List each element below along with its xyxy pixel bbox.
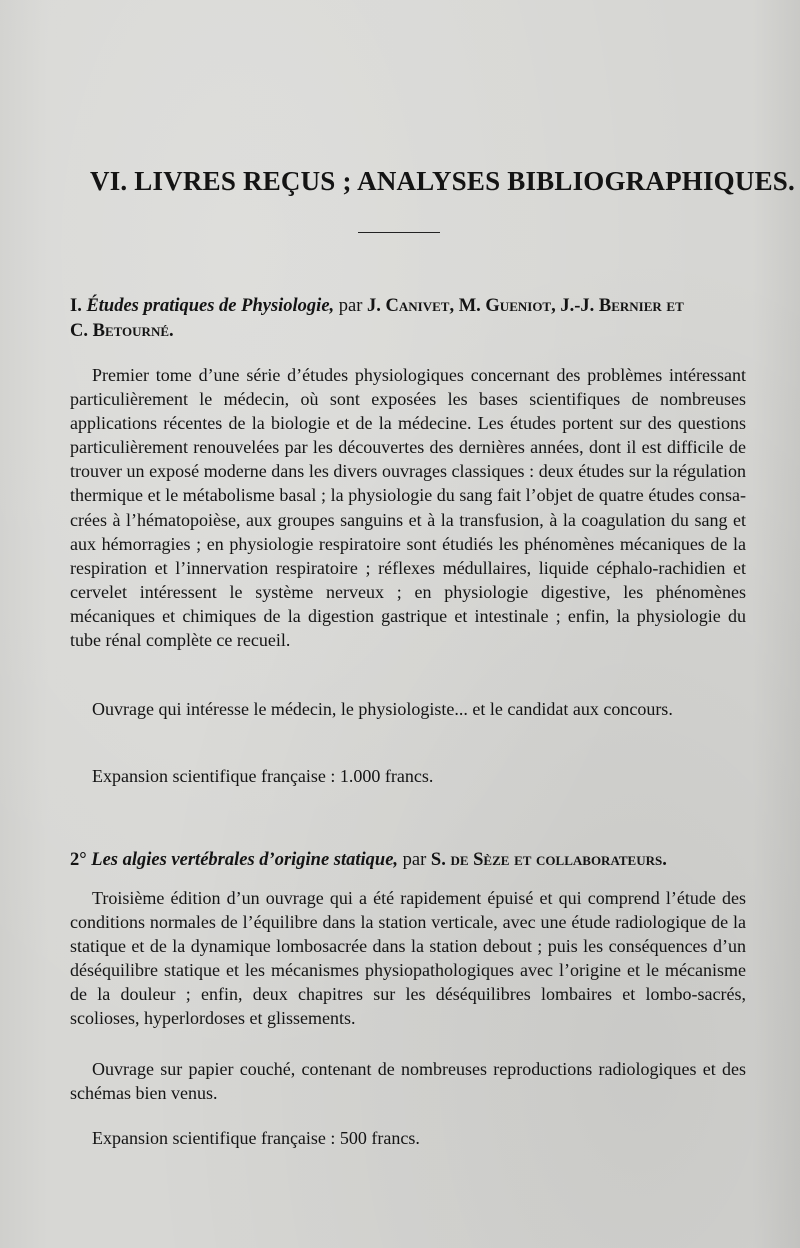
section-heading: VI. LIVRES REÇUS ; ANALYSES BIBLIOGRAPHIQUES. xyxy=(90,166,795,196)
entry-1-work-title: Études pratiques de Physiologie, xyxy=(86,296,335,316)
entry-2-paragraph-1: Troisième édition d’un ouvrage qui a été rapidement épuisé et qui comprend l’étude des conditions normales de l’équilibre dans la station verticale, avec une étude radiologique de la statique et de la dynamique lombosacrée dans la station debout ; puis les conséquences d’un déséquilibre statique et les mécanismes physiopathologiques avec l’origine et le mécanisme de la douleur ; enfin, deux chapitres sur les déséquilibres lombaires et lombo-sacrés, scolioses, hyperlordoses et glissements. xyxy=(70,888,746,1029)
heading-rule xyxy=(358,232,440,233)
entry-2-by: par xyxy=(402,850,427,870)
entry-2-authors: S. de Sèze et collaborateurs. xyxy=(430,850,667,870)
entry-1-number: I. xyxy=(70,296,82,316)
entry-2-work-title: Les algies vertébrales d’origine statique, xyxy=(91,850,399,870)
entry-1-price: Expansion scientifique française : 1.000 francs. xyxy=(92,766,434,786)
entry-1-paragraph-1: Premier tome d’une série d’études physiologiques concernant des problèmes intéressant particulièrement le médecin, où sont exposées les bases scientifiques de nombreuses applications récentes de la biologie et de la médecine. Les études portent sur des questions particulièrement renouvelées par les découvertes des dernières années, dont il est difficile de trouver un exposé moderne dans les divers ouvrages classiques : deux études sur la régulation thermique et le métabolisme basal ; la physiologie du sang fait l’objet de quatre études consacrées à l’hématopoièse, aux groupes sanguins et à la transfusion, à la coagulation du sang et aux hémorragies ; en physiologie respiratoire sont étudiés les phénomènes mécaniques de la respiration et l’innervation respiratoire ; réflexes médullaires, liquide céphalo-rachidien et cervelet intéressent le système nerveux ; en physiologie digestive, les phénomènes mécaniques et chimiques de la digestion gastrique et intestinale ; enfin, la physiologie du tube rénal complète ce recueil. xyxy=(70,365,746,651)
entry-2-number: 2° xyxy=(70,850,87,870)
entry-1-authors-line2: C. Betourné. xyxy=(70,321,174,341)
entry-1-authors-line1: J. Canivet, M. Gueniot, J.-J. Bernier et xyxy=(367,296,684,316)
entry-2-price: Expansion scientifique française : 500 francs. xyxy=(92,1128,420,1148)
entry-1-by: par xyxy=(338,296,363,316)
entry-2-title xyxy=(70,848,746,873)
entry-2-paragraph-2: Ouvrage sur papier couché, contenant de nombreuses reproductions radiologiques et des schémas bien venus. xyxy=(70,1059,746,1104)
entry-1-title xyxy=(70,294,746,344)
entry-1-paragraph-2: Ouvrage qui intéresse le médecin, le physiologiste... et le candidat aux concours. xyxy=(92,699,673,719)
